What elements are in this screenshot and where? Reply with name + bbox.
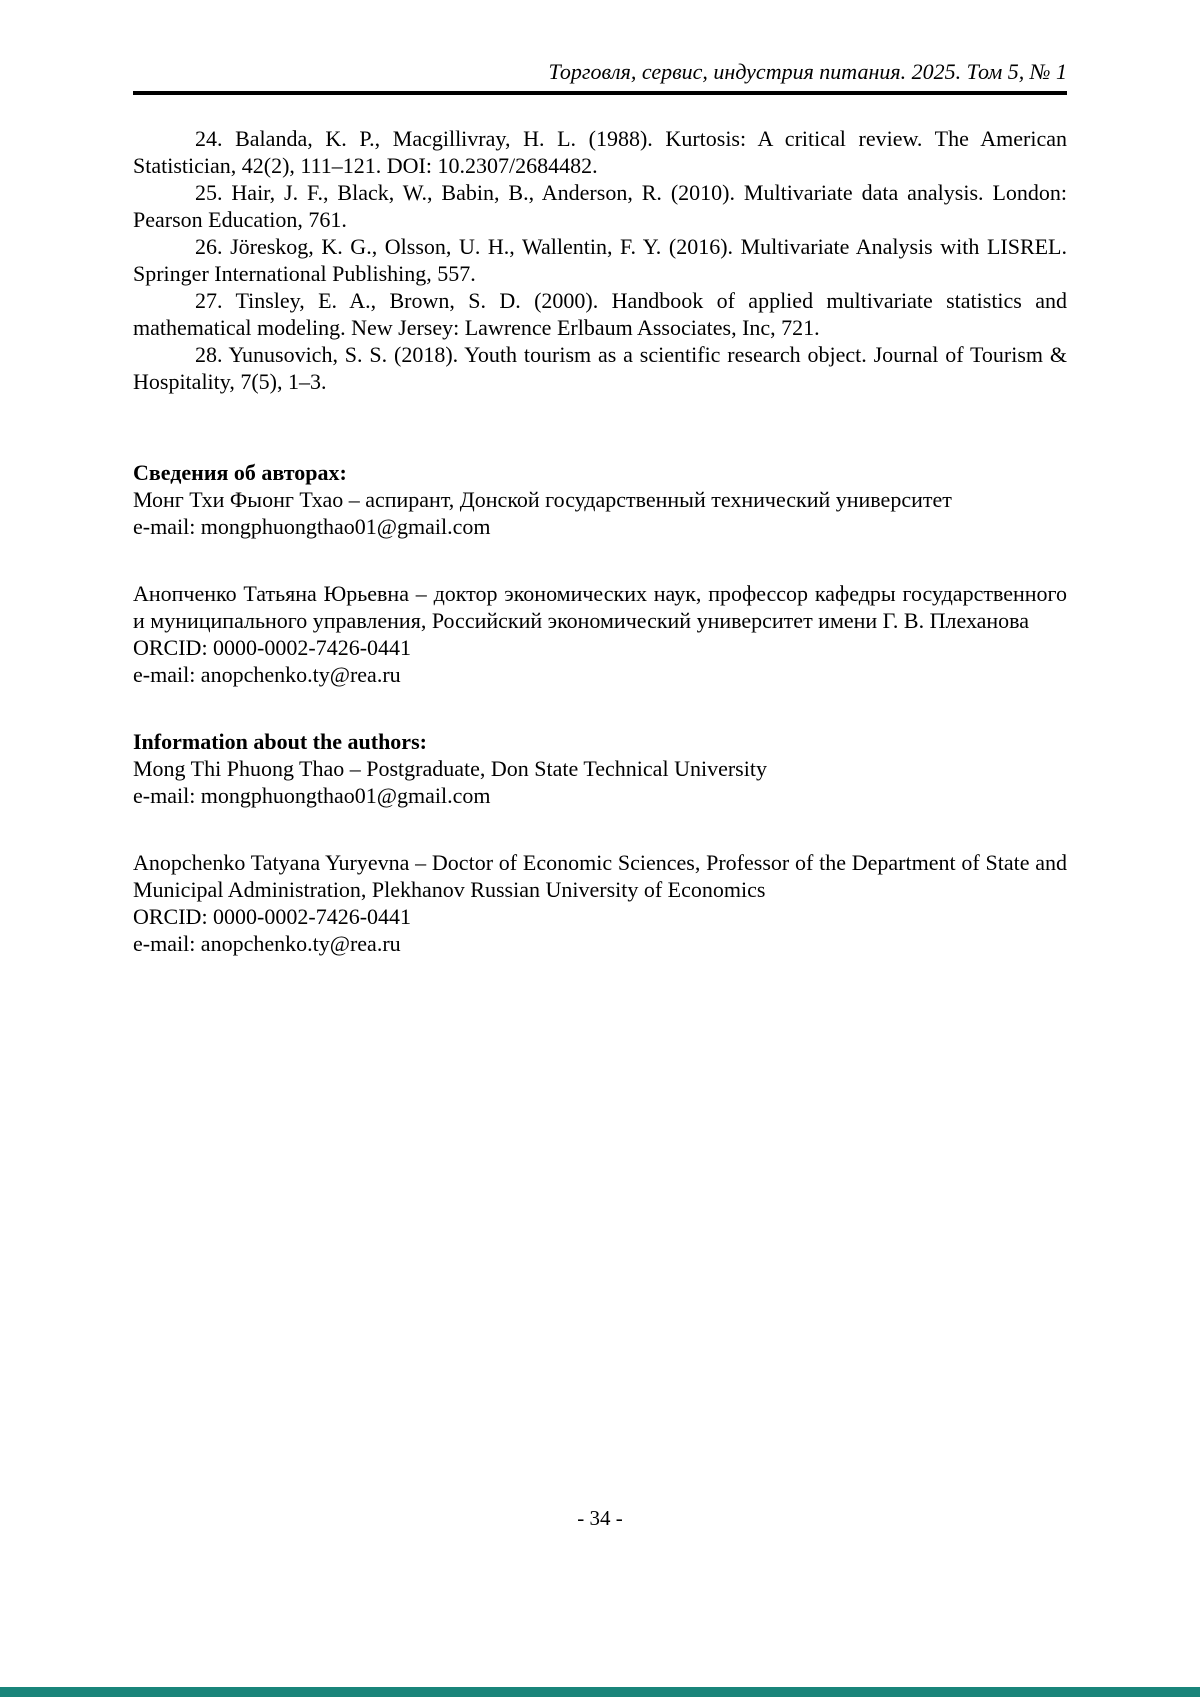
journal-header: Торговля, сервис, индустрия питания. 2025. Том 5, № 1 [548,59,1067,84]
reference-item: 26. Jöreskog, K. G., Olsson, U. H., Wallentin, F. Y. (2016). Multivariate Analysis with LISREL. Springer International Publishing, 557. [133,234,1067,286]
authors-en-heading: Information about the authors: [133,729,427,754]
author-en-1-email: e-mail: mongphuongthao01@gmail.com [133,783,491,808]
reference-item: 24. Balanda, K. P., Macgillivray, H. L. (1988). Kurtosis: A critical review. The American Statistician, 42(2), 111–121. DOI: 10.2307/2684482. [133,126,1067,178]
author-ru-2-orcid: ORCID: 0000-0002-7426-0441 [133,635,412,660]
authors-en-section [133,728,1067,957]
authors-ru-section [133,459,1067,688]
author-ru-2-email: e-mail: anopchenko.ty@rea.ru [133,662,401,687]
bottom-bar [0,1687,1200,1697]
authors-ru-heading: Сведения об авторах: [133,460,347,485]
author-ru-2-bio: Анопченко Татьяна Юрьевна – доктор экономических наук, профессор кафедры государственного и муниципального управления, Российский экономический университет имени Г. В. Плеханова [133,581,1067,633]
author-en-2-orcid: ORCID: 0000-0002-7426-0441 [133,904,412,929]
header-rule [133,91,1067,95]
author-en-2-bio: Anopchenko Tatyana Yuryevna – Doctor of Economic Sciences, Professor of the Department of State and Municipal Administration, Plekhanov Russian University of Economics [133,850,1067,902]
reference-item: 28. Yunusovich, S. S. (2018). Youth tourism as a scientific research object. Journal of Tourism & Hospitality, 7(5), 1–3. [133,342,1067,394]
page-content [133,58,1067,957]
reference-item: 25. Hair, J. F., Black, W., Babin, B., Anderson, R. (2010). Multivariate data analysis. London: Pearson Education, 761. [133,180,1067,232]
author-ru-1-line: Монг Тхи Фыонг Тхао – аспирант, Донской государственный технический университет [133,487,952,512]
references-list [133,125,1067,395]
author-ru-1-email: e-mail: mongphuongthao01@gmail.com [133,514,491,539]
page-number: - 34 - [577,1506,623,1530]
author-en-1-line: Mong Thi Phuong Thao – Postgraduate, Don State Technical University [133,756,767,781]
author-en-2-email: e-mail: anopchenko.ty@rea.ru [133,931,401,956]
reference-item: 27. Tinsley, E. A., Brown, S. D. (2000). Handbook of applied multivariate statistics and mathematical modeling. New Jersey: Lawrence Erlbaum Associates, Inc, 721. [133,288,1067,340]
